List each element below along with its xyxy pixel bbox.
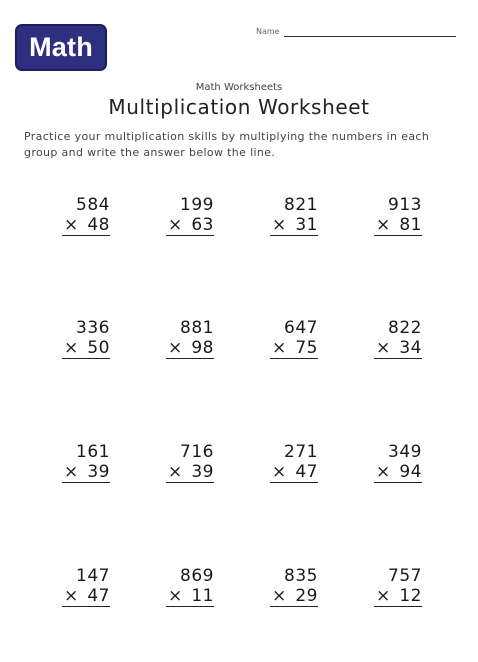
times-sign: ×: [272, 462, 287, 482]
times-sign: ×: [376, 586, 391, 606]
problem: [270, 566, 318, 607]
problem: [166, 318, 214, 359]
multiplicand: 161: [76, 442, 110, 462]
name-field-row: [256, 27, 456, 37]
times-sign: ×: [376, 338, 391, 358]
multiplier-row: [374, 586, 422, 607]
multiplier: 98: [191, 338, 214, 358]
logo-text: Math: [29, 32, 93, 62]
multiplier: 29: [295, 586, 318, 606]
problem: [62, 318, 110, 359]
problem: [374, 318, 422, 359]
multiplier: 12: [399, 586, 422, 606]
times-sign: ×: [168, 462, 183, 482]
multiplier-row: [166, 215, 214, 236]
times-sign: ×: [272, 215, 287, 235]
problem: [374, 442, 422, 483]
multiplicand: 584: [76, 195, 110, 215]
multiplier: 63: [191, 215, 214, 235]
multiplier: 94: [399, 462, 422, 482]
multiplier: 50: [87, 338, 110, 358]
multiplier: 11: [191, 586, 214, 606]
problem: [374, 566, 422, 607]
times-sign: ×: [168, 586, 183, 606]
multiplier-row: [166, 338, 214, 359]
multiplier-row: [62, 338, 110, 359]
multiplicand: 821: [284, 195, 318, 215]
multiplier: 47: [295, 462, 318, 482]
multiplier: 31: [295, 215, 318, 235]
multiplier-row: [166, 586, 214, 607]
multiplicand: 881: [180, 318, 214, 338]
problem: [374, 195, 422, 236]
multiplicand: 757: [388, 566, 422, 586]
times-sign: ×: [376, 462, 391, 482]
problem: [166, 195, 214, 236]
problem: [166, 566, 214, 607]
multiplier: 39: [191, 462, 214, 482]
times-sign: ×: [168, 215, 183, 235]
multiplicand: 147: [76, 566, 110, 586]
multiplier-row: [166, 462, 214, 483]
multiplier: 39: [87, 462, 110, 482]
multiplier-row: [62, 586, 110, 607]
multiplier-row: [62, 215, 110, 236]
multiplicand: 349: [388, 442, 422, 462]
multiplier: 75: [295, 338, 318, 358]
worksheet-title: Multiplication Worksheet: [108, 95, 370, 119]
problem: [270, 318, 318, 359]
problem: [62, 195, 110, 236]
multiplier-row: [270, 215, 318, 236]
problem: [270, 195, 318, 236]
times-sign: ×: [168, 338, 183, 358]
multiplier-row: [374, 462, 422, 483]
multiplier: 48: [87, 215, 110, 235]
times-sign: ×: [272, 586, 287, 606]
math-logo: [15, 24, 107, 71]
times-sign: ×: [64, 338, 79, 358]
multiplicand: 822: [388, 318, 422, 338]
multiplicand: 647: [284, 318, 318, 338]
worksheet-subtitle: Math Worksheets: [195, 82, 283, 93]
name-line: [284, 27, 456, 37]
multiplicand: 199: [180, 195, 214, 215]
times-sign: ×: [64, 462, 79, 482]
multiplicand: 869: [180, 566, 214, 586]
times-sign: ×: [64, 215, 79, 235]
multiplier: 34: [399, 338, 422, 358]
multiplier-row: [62, 462, 110, 483]
multiplier-row: [270, 338, 318, 359]
multiplier: 47: [87, 586, 110, 606]
multiplicand: 913: [388, 195, 422, 215]
problem: [270, 442, 318, 483]
instructions: Practice your multiplication skills by multiplying the numbers in each group and write the answer below the line.: [24, 130, 430, 159]
problem: [62, 566, 110, 607]
multiplicand: 716: [180, 442, 214, 462]
multiplier-row: [374, 338, 422, 359]
problem: [62, 442, 110, 483]
multiplicand: 336: [76, 318, 110, 338]
problem: [166, 442, 214, 483]
times-sign: ×: [376, 215, 391, 235]
name-label: Name: [256, 27, 280, 36]
times-sign: ×: [64, 586, 79, 606]
multiplicand: 835: [284, 566, 318, 586]
times-sign: ×: [272, 338, 287, 358]
multiplicand: 271: [284, 442, 318, 462]
multiplier-row: [270, 586, 318, 607]
multiplier: 81: [399, 215, 422, 235]
multiplier-row: [374, 215, 422, 236]
multiplier-row: [270, 462, 318, 483]
